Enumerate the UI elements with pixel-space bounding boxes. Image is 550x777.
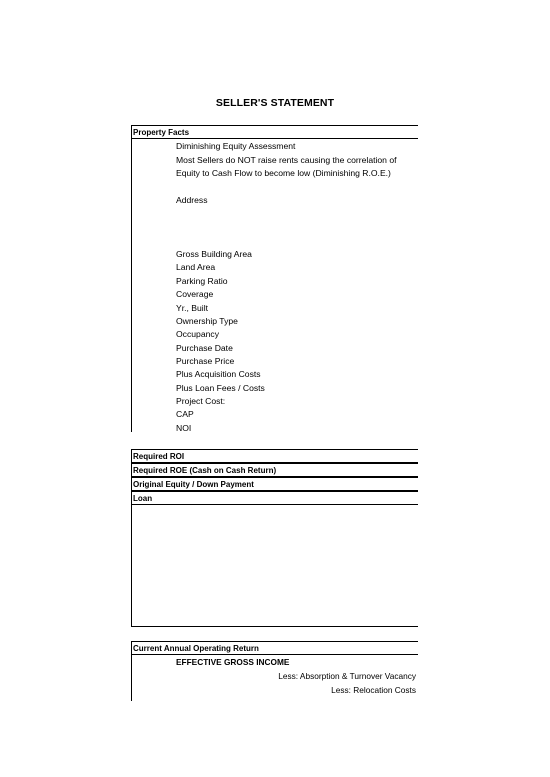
field-project-cost: Project Cost:: [176, 396, 226, 406]
field-parking-ratio: Parking Ratio: [176, 276, 228, 286]
property-facts-header-underline: [131, 138, 418, 139]
field-gross-building-area: Gross Building Area: [176, 249, 252, 259]
field-purchase-date: Purchase Date: [176, 343, 233, 353]
note-line: Diminishing Equity Assessment: [176, 141, 296, 151]
property-facts-left-border: [131, 125, 132, 432]
address-label: Address: [176, 195, 208, 205]
operating-return-header: Current Annual Operating Return: [133, 644, 259, 653]
less-relocation-label: Less: Relocation Costs: [331, 685, 416, 695]
page-title: SELLER'S STATEMENT: [215, 97, 335, 109]
property-facts-top-border: [131, 125, 418, 126]
field-purchase-price: Purchase Price: [176, 356, 235, 366]
loan-label: Loan: [133, 494, 153, 503]
less-absorption-label: Less: Absorption & Turnover Vacancy: [278, 671, 416, 681]
returns-divider: [131, 462, 418, 464]
field-occupancy: Occupancy: [176, 329, 219, 339]
effective-gross-income-label: EFFECTIVE GROSS INCOME: [176, 657, 290, 667]
field-land-area: Land Area: [176, 262, 216, 272]
field-ownership-type: Ownership Type: [176, 316, 238, 326]
operating-top-border: [131, 641, 418, 642]
returns-divider: [131, 490, 418, 492]
field-coverage: Coverage: [176, 289, 214, 299]
operating-header-underline: [131, 654, 418, 655]
required-roe-label: Required ROE (Cash on Cash Return): [133, 466, 277, 475]
returns-divider: [131, 504, 418, 505]
note-line: Most Sellers do NOT raise rents causing the correlation of: [176, 155, 397, 165]
field-cap: CAP: [176, 409, 194, 419]
returns-divider: [131, 476, 418, 478]
operating-left-border: [131, 641, 132, 701]
original-equity-label: Original Equity / Down Payment: [133, 480, 254, 489]
returns-top-border: [131, 449, 418, 450]
returns-bottom-border: [131, 626, 418, 627]
note-line: Equity to Cash Flow to become low (Diminishing R.O.E.): [176, 168, 391, 178]
required-roi-label: Required ROI: [133, 452, 185, 461]
field-acquisition-costs: Plus Acquisition Costs: [176, 369, 261, 379]
field-loan-fees: Plus Loan Fees / Costs: [176, 383, 265, 393]
field-year-built: Yr., Built: [176, 303, 208, 313]
property-facts-header: Property Facts: [133, 128, 190, 137]
field-noi: NOI: [176, 423, 192, 433]
